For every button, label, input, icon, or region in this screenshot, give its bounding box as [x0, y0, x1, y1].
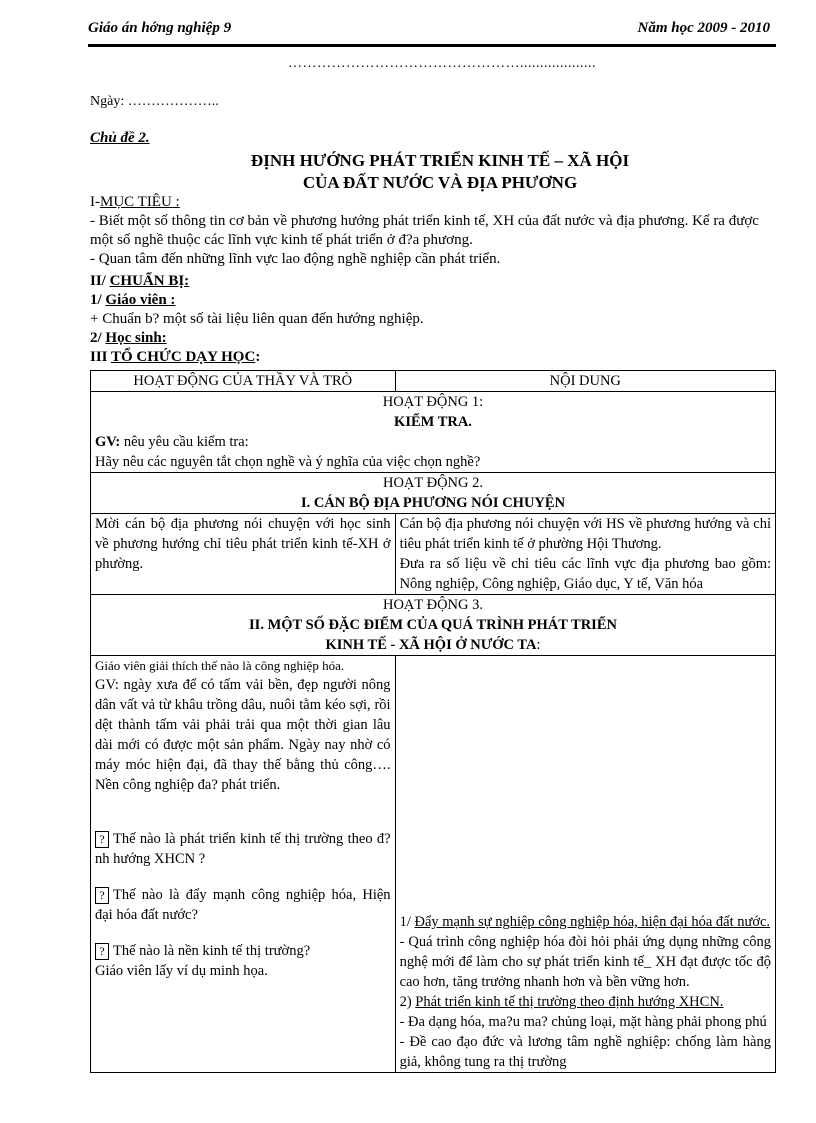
- section3-heading: TỔ CHỨC DẠY HỌC: [111, 349, 256, 365]
- section2-heading: CHUẨN BỊ:: [109, 273, 190, 289]
- question-mark-icon: ?: [95, 831, 109, 848]
- activity-2-left: Mời cán bộ địa phương nói chuyện với học sinh về phương hướng chỉ tiêu phát triển kinh tế-XH ở phường.: [91, 514, 396, 595]
- title-line-2: CỦA ĐẤT NƯỚC VÀ ĐỊA PHƯƠNG: [302, 173, 578, 192]
- activity-2-body-row: [91, 514, 776, 595]
- student-heading: Học sinh:: [105, 330, 167, 346]
- activity-2-right-2: Đưa ra số liệu về chỉ tiêu các lĩnh vực địa phương bao gồm: Nông nghiệp, Công nghiệp, Giáo dục, Y tế, Văn hóa: [399, 556, 771, 592]
- gv-text: nêu yêu cầu kiểm tra:: [120, 434, 249, 450]
- activity-2-sub: I. CÁN BỘ ĐỊA PHƯƠNG NÓI CHUYỆN: [300, 495, 566, 511]
- content-1-text: - Quá trình công nghiệp hóa đòi hỏi phải ứng dụng những công nghệ mới để làm cho sự phát triển kinh tế_ XH đạt được tốc độ cao hơn, tăng trưởng nhanh hơn và bền vững hơn.: [399, 934, 771, 990]
- section1-heading: MỤC TIÊU :: [100, 194, 180, 210]
- question-1: Thế nào là phát triển kinh tế thị trường theo đ?nh hướng XHCN ?: [95, 831, 391, 867]
- header-year: Năm học 2009 - 2010: [637, 20, 770, 36]
- objective-2: - Quan tâm đến những lĩnh vực lao động nghề nghiệp cần phát triển.: [90, 251, 501, 267]
- content-2-prefix: 2): [399, 994, 416, 1010]
- student-prefix: 2/: [90, 330, 106, 346]
- lesson-title: [90, 150, 790, 194]
- teacher-example-note: Giáo viên lấy ví dụ minh họa.: [95, 963, 268, 979]
- section-objectives: [90, 193, 780, 269]
- check-question: Hãy nêu các nguyên tắt chọn nghề và ý nghĩa của việc chọn nghề?: [95, 454, 481, 470]
- col-activities: HOẠT ĐỘNG CỦA THẦY VÀ TRÒ: [91, 371, 396, 392]
- col-content: NỘI DUNG: [395, 371, 775, 392]
- lesson-table: [90, 370, 776, 1073]
- date-line: Ngày: ………………..: [90, 94, 219, 109]
- teacher-example: GV: ngày xưa để có tấm vải bền, đẹp người nông dân vất vả từ khâu trồng dâu, nuôi tằm kéo sợi, rồi dệt thành tấm vải phải trải qua một thời gian lâu dài mới có được một sản phẩm. Ngày nay nhờ có máy móc hiện đại, đã thay thế bằng thủ công…. Nền công nghiệp đa? phát triển.: [95, 677, 391, 793]
- page-header: [88, 18, 776, 47]
- separator-dots: …………………………………………...................: [288, 56, 596, 71]
- teacher-explains: Giáo viên giải thích thế nào là công nghiệp hóa.: [95, 658, 345, 673]
- title-line-1: ĐỊNH HƯỚNG PHÁT TRIỂN KINH TẾ – XÃ HỘI: [250, 151, 630, 170]
- activity-3-head-row: [91, 595, 776, 656]
- activity-3-body-row: [91, 656, 776, 1073]
- activity-2-right-1: Cán bộ địa phương nói chuyện với HS về phương hướng và chỉ tiêu phát triển kinh tế ở phường Hội Thương.: [399, 516, 771, 552]
- header-subject: Giáo án hớng nghiệp 9: [88, 20, 232, 36]
- activity-1-row: [91, 392, 776, 473]
- objective-1: - Biết một số thông tin cơ bản về phương hướng phát triển kinh tế, XH của đất nước và địa phương. Kể ra được một số nghề thuộc các lĩnh vực kinh tế phát triển ở đ?a phương.: [90, 213, 759, 248]
- content-1-heading: Đẩy mạnh sự nghiệp công nghiệp hóa, hiện đại hóa đất nước.: [414, 914, 771, 930]
- activity-1-title: HOẠT ĐỘNG 1:: [382, 394, 484, 410]
- section3-suffix: :: [255, 349, 261, 365]
- teacher-item: + Chuẩn b? một số tài liệu liên quan đến hướng nghiệp.: [90, 311, 424, 327]
- teacher-prefix: 1/: [90, 292, 106, 308]
- content-1-prefix: 1/: [399, 914, 415, 930]
- table-header-row: [91, 371, 776, 392]
- activity-3-title: HOẠT ĐỘNG 3.: [382, 597, 484, 613]
- activity-1-sub: KIỂM TRA.: [394, 414, 472, 430]
- teacher-heading: Giáo viên :: [105, 292, 176, 308]
- activity-2-head-row: [91, 473, 776, 514]
- section1-prefix: I-: [90, 194, 100, 210]
- gv-label: GV:: [95, 434, 121, 450]
- question-mark-icon: ?: [95, 887, 109, 904]
- activity-3-sub-2-suffix: :: [536, 637, 541, 653]
- activity-3-sub-1: II. MỘT SỐ ĐẶC ĐIỂM CỦA QUÁ TRÌNH PHÁT TRIỂN: [249, 617, 617, 633]
- question-3: Thế nào là nền kinh tế thị trường?: [113, 943, 311, 959]
- content-2-heading: Phát triển kinh tế thị trường theo định hướng XHCN.: [415, 994, 724, 1010]
- topic-label: Chủ đề 2.: [90, 130, 150, 146]
- question-mark-icon: ?: [95, 943, 109, 960]
- section3-prefix: III: [90, 349, 111, 365]
- section2-prefix: II/: [90, 273, 110, 289]
- content-2-a: - Đa dạng hóa, ma?u ma? chủng loại, mặt hàng phải phong phú: [399, 1014, 767, 1030]
- activity-2-title: HOẠT ĐỘNG 2.: [382, 475, 484, 491]
- section-preparation: [90, 272, 780, 367]
- question-2: Thế nào là đẩy mạnh công nghiệp hóa, Hiện đại hóa đất nước?: [95, 887, 391, 923]
- activity-3-sub-2: KINH TẾ - XÃ HỘI Ở NƯỚC TA: [325, 637, 537, 653]
- content-2-b: - Đề cao đạo đức và lương tâm nghề nghiệp: chống làm hàng giả, không tung ra thị trường: [399, 1034, 771, 1070]
